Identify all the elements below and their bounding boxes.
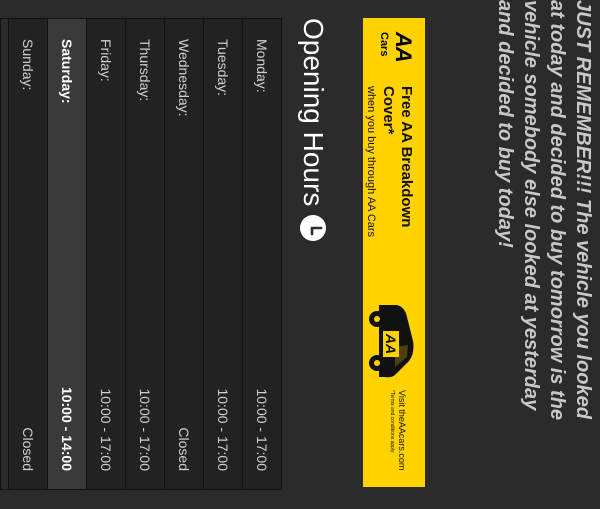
aa-logo-cars: Cars: [378, 32, 390, 57]
banner-subline: when you buy through AA Cars: [365, 86, 377, 238]
banner-visit[interactable]: [388, 390, 407, 482]
reminder-line: and decided to buy today!: [494, 0, 516, 248]
hours-row-wednesday: [164, 19, 203, 489]
hours-value: 10:00 - 17:00: [215, 388, 231, 471]
reminder-text: [492, 0, 596, 505]
hours-row-saturday: [47, 19, 86, 489]
reminder-line: JUST REMEMBER!!! The vehicle you looked: [572, 0, 594, 419]
reminder-line: at today and decided to buy tomorrow is the: [546, 0, 568, 421]
aa-breakdown-banner[interactable]: [363, 18, 425, 487]
day-label: Monday:: [254, 39, 270, 93]
day-label: Saturday:: [59, 39, 75, 104]
van-badge: AA: [383, 333, 399, 355]
hours-value: 10:00 - 17:00: [98, 388, 114, 471]
reminder-line: vehicle somebody else looked at yesterday: [520, 0, 542, 411]
banner-promo: [364, 86, 415, 276]
opening-hours-title: Opening Hours: [298, 18, 329, 207]
hours-value: Closed: [20, 427, 36, 471]
day-label: Sunday:: [20, 39, 36, 91]
hours-row-tuesday: [203, 19, 242, 489]
hours-value: 10:00 - 17:00: [254, 388, 270, 471]
clock-icon: [299, 214, 327, 242]
banner-visit-link[interactable]: Visit theAAcars.com: [397, 390, 407, 471]
hours-value: 10:00 - 14:00: [59, 386, 75, 471]
day-label: Friday:: [98, 39, 114, 82]
opening-hours-table: [0, 18, 282, 490]
aa-logo-mark: AA: [391, 32, 416, 62]
banner-terms: *Terms and conditions apply: [389, 390, 395, 453]
hours-row-monday: [242, 19, 281, 489]
day-label: Thursday:: [137, 39, 153, 102]
hours-row-sunday: [8, 19, 47, 489]
hours-value: Closed: [176, 427, 192, 471]
aa-cars-logo: [373, 32, 415, 68]
day-label: Tuesday:: [215, 39, 231, 97]
opening-hours-heading: [296, 18, 330, 242]
van-icon: [367, 301, 419, 381]
hours-value: 10:00 - 17:00: [137, 388, 153, 471]
hours-row-thursday: [125, 19, 164, 489]
banner-headline: Free AA Breakdown Cover*: [380, 86, 415, 228]
hours-row-friday: [86, 19, 125, 489]
day-label: Wednesday:: [176, 39, 192, 117]
